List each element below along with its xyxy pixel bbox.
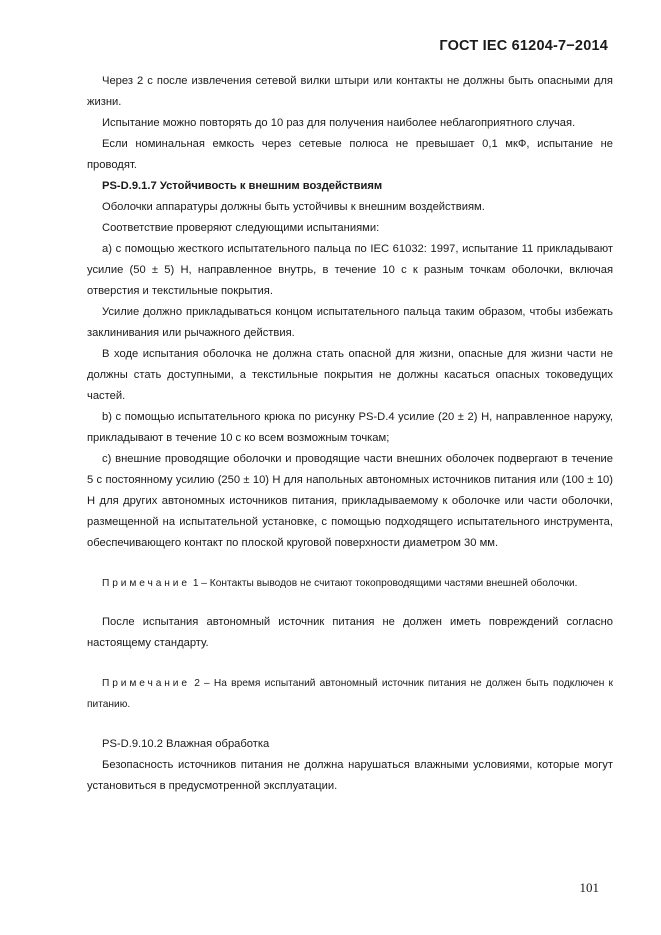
list-item-c: с) внешние проводящие оболочки и проводящие части внешних оболочек подвергают в течение 5 с постоянному усилию (250 ± 10) Н для напольных автономных источников питания или (100 ± 10) Н для других автономных источников питания, прикладываемому к оболочке или части оболочки, размещенной на испытательной установке, с помощью подходящего испытательного инструмента, обеспечивающего контакт по плоской круговой поверхности диаметром 30 мм. [87, 453, 613, 549]
paragraph: Безопасность источников питания не должна нарушаться влажными условиями, которые могут установиться в предусмотренной эксплуатации. [87, 759, 613, 792]
note-1 [87, 573, 613, 594]
paragraph: После испытания автономный источник питания не должен иметь повреждений согласно настоящему стандарту. [87, 616, 613, 649]
note-text: 2 – На время испытаний автономный источник питания не должен быть подключен к питанию. [87, 678, 613, 710]
list-item-a: а) с помощью жесткого испытательного пальца по IEC 61032: 1997, испытание 11 прикладывают усилие (50 ± 5) Н, направленное внутрь, в течение 10 с к разным точкам оболочки, включая отверстия и текстильные покрытия. [87, 243, 613, 297]
paragraph: Если номинальная емкость через сетевые полюса не превышает 0,1 мкФ, испытание не проводят. [87, 138, 613, 171]
page-number: 101 [579, 880, 599, 895]
document-header: ГОСТ IEC 61204-7−2014 [439, 38, 608, 54]
section-heading: PS-D.9.10.2 Влажная обработка [102, 738, 270, 750]
note-label: Примечание [102, 678, 190, 689]
note-label: Примечание [102, 578, 190, 589]
list-item-b: b) с помощью испытательного крюка по рисунку PS-D.4 усилие (20 ± 2) Н, направленное наружу, прикладывают в течение 10 с ко всем возможным точкам; [87, 411, 613, 444]
paragraph: Испытание можно повторять до 10 раз для получения наиболее неблагоприятного случая. [102, 117, 576, 129]
paragraph: Соответствие проверяют следующими испытаниями: [102, 222, 380, 234]
paragraph: Усилие должно прикладываться концом испытательного пальца таким образом, чтобы избежать заклинивания или рычажного действия. [87, 306, 613, 339]
paragraph: Через 2 с после извлечения сетевой вилки штыри или контакты не должны быть опасными для жизни. [87, 75, 613, 108]
note-text: 1 – Контакты выводов не считают токопроводящими частями внешней оболочки. [192, 578, 578, 589]
note-2 [87, 673, 613, 715]
paragraph: В ходе испытания оболочка не должна стать опасной для жизни, опасные для жизни части не должны стать доступными, а текстильные покрытия не должны касаться опасных токоведущих частей. [87, 348, 613, 402]
paragraph: Оболочки аппаратуры должны быть устойчивы к внешним воздействиям. [102, 201, 485, 213]
page-body [87, 71, 613, 797]
section-heading: PS-D.9.1.7 Устойчивость к внешним воздействиям [102, 180, 383, 192]
